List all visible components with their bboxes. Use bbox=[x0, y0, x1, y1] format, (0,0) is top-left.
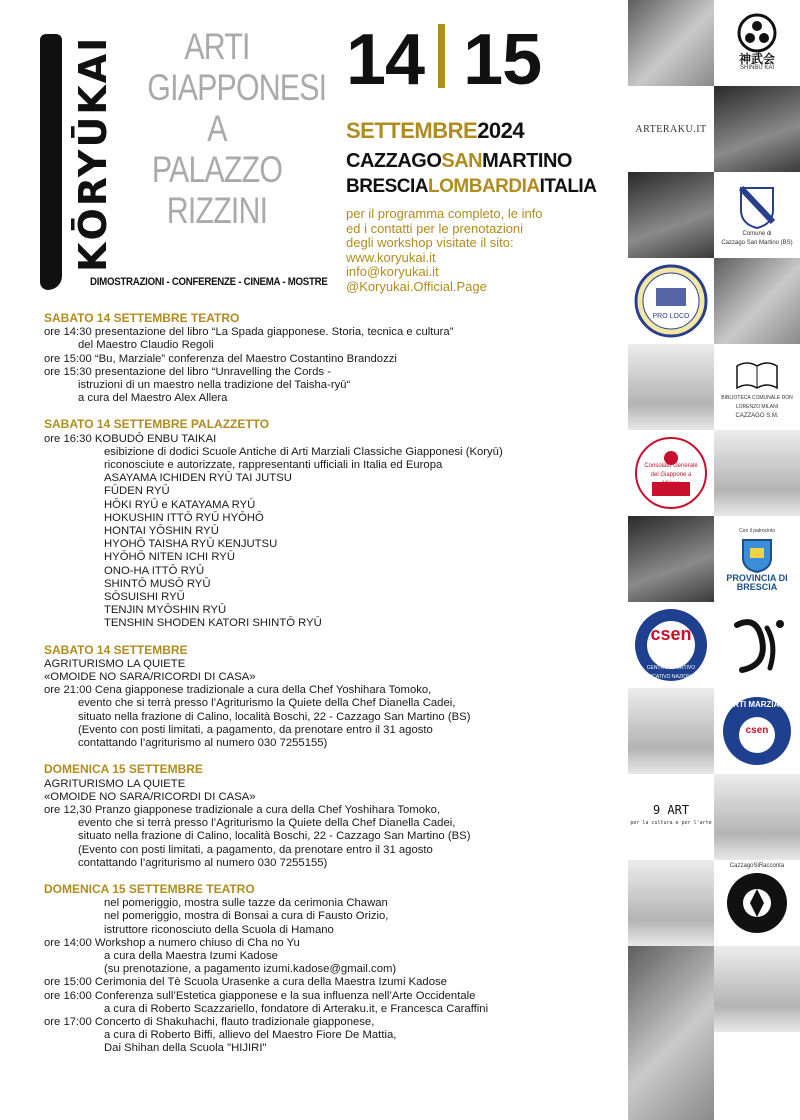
katana-photo bbox=[714, 774, 800, 860]
program-line: esibizione di dodici Scuole Antiche di Arti Marziali Classiche Giapponesi (Koryū) bbox=[104, 445, 503, 458]
program-line: ore 16:30 KOBUDŌ ENBU TAIKAI bbox=[44, 432, 217, 445]
csen-logo bbox=[628, 602, 714, 688]
comune-label: Comune di bbox=[742, 231, 772, 237]
arteraku-text: ARTERAKU.IT bbox=[635, 123, 707, 135]
program-line: ONO-HA ITTŌ RYŪ bbox=[104, 564, 205, 577]
info-line: per il programma completo, le info bbox=[346, 206, 543, 221]
section-title: SABATO 14 SETTEMBRE bbox=[44, 642, 188, 657]
program-section bbox=[44, 763, 619, 870]
biblioteca-logo bbox=[714, 344, 800, 430]
photo-tile bbox=[628, 516, 714, 602]
provincia-crest-icon bbox=[740, 536, 774, 574]
location-line-2 bbox=[346, 176, 596, 198]
program-line: HYOHŌ TAISHA RYŪ KENJUTSU bbox=[104, 538, 278, 551]
location-part: LOMBARDIA bbox=[428, 176, 540, 197]
consolato-logo bbox=[628, 430, 714, 516]
csen-text: csen bbox=[650, 624, 692, 644]
event-dates bbox=[346, 20, 541, 100]
shinbukai-en: SHINBU KAI bbox=[739, 65, 774, 71]
comune-logo bbox=[714, 172, 800, 258]
program-line: contattando l’agriturismo al numero 030 7255155) bbox=[78, 856, 328, 869]
website-link[interactable]: www.koryukai.it bbox=[346, 249, 436, 265]
bonsai-photo bbox=[714, 430, 800, 516]
program-line: ore 17:00 Concerto di Shakuhachi, flauto tradizionale giapponese, bbox=[44, 1015, 375, 1028]
nine-art-text: 9 ART bbox=[652, 803, 690, 817]
cazzago-racconta-logo bbox=[714, 860, 800, 946]
program-line: del Maestro Claudio Regoli bbox=[78, 339, 214, 352]
program-line: (su prenotazione, a pagamento izumi.kadose@gmail.com) bbox=[104, 963, 397, 976]
program-line: «OMOIDE NO SARA/RICORDI DI CASA» bbox=[44, 790, 256, 803]
program-line: ore 15:00 “Bu, Marziale” conferenza del Maestro Costantino Brandozzi bbox=[44, 352, 397, 365]
program-line: AGRITURISMO LA QUIETE bbox=[44, 657, 186, 670]
section-title: SABATO 14 SETTEMBRE TEATRO bbox=[44, 311, 240, 325]
date-start: 14 bbox=[346, 20, 425, 100]
location-part: ITALIA bbox=[539, 176, 597, 197]
photo-tile bbox=[628, 172, 714, 258]
biblioteca-city: CAZZAGO S.M. bbox=[735, 412, 779, 419]
program-line: FŪDEN RYŪ bbox=[104, 485, 170, 498]
section-title: DOMENICA 15 SETTEMBRE bbox=[44, 762, 203, 777]
biblioteca-text: BIBLIOTECA COMUNALE DON LORENZO MILANI bbox=[721, 394, 793, 410]
comune-name: Cazzago San Martino (BS) bbox=[721, 240, 793, 246]
section-title: SABATO 14 SETTEMBRE PALAZZETTO bbox=[44, 417, 270, 432]
csen-small-text: csen bbox=[745, 725, 769, 736]
date-divider bbox=[438, 24, 445, 88]
program-section bbox=[44, 883, 619, 1056]
location-part: SAN bbox=[441, 150, 483, 172]
program-line: ore 12,30 Pranzo giapponese tradizionale a cura della Chef Yoshihara Tomoko, bbox=[44, 803, 441, 816]
open-book-icon bbox=[732, 354, 782, 394]
program-line: SHINTŌ MUSŌ RYŪ bbox=[104, 577, 211, 590]
shinbukai-logo bbox=[714, 0, 800, 86]
info-block bbox=[346, 207, 543, 294]
program-line: SŌSUISHI RYŪ bbox=[104, 591, 185, 604]
program-line: istruzioni di un maestro nella tradizione del Taisha-ryū“ bbox=[78, 379, 351, 392]
shinbukai-jp: 神武会 bbox=[738, 52, 775, 66]
title-line: A PALAZZO bbox=[151, 108, 283, 190]
program-line: nel pomeriggio, mostra sulle tazze da cerimonia Chawan bbox=[104, 897, 388, 910]
program-line: (Evento con posti limitati, a pagamento, da prenotare entro il 31 agosto bbox=[78, 723, 433, 736]
arti-marziali-text: ARTI MARZIALI bbox=[727, 700, 787, 709]
photo-tile bbox=[714, 258, 800, 344]
arteraku-logo bbox=[628, 86, 714, 172]
nine-art-logo bbox=[628, 774, 714, 860]
program-line: ore 15:00 Cerimonia del Tè Scuola Urasenke a cura della Maestra Izumi Kadose bbox=[44, 976, 447, 989]
program-line: AGRITURISMO LA QUIETE bbox=[44, 777, 186, 790]
program-line: (Evento con posti limitati, a pagamento, da prenotare entro il 31 agosto bbox=[78, 843, 433, 856]
program-line: a cura di Roberto Scazzariello, fondatore di Arteraku.it, e Francesca Caraffini bbox=[104, 1002, 489, 1015]
proloco-text: PRO LOCO bbox=[652, 313, 690, 320]
program-line: «OMOIDE NO SARA/RICORDI DI CASA» bbox=[44, 671, 256, 684]
mon-crest-icon bbox=[737, 13, 777, 53]
program-line: istruttore riconosciuto della Scuola di Hamano bbox=[104, 923, 334, 936]
section-title: DOMENICA 15 SETTEMBRE TEATRO bbox=[44, 881, 255, 896]
program-line: evento che si terrà presso l’Agriturismo la Quiete della Chef Dianella Cadei, bbox=[78, 817, 456, 830]
calligraphy-tile bbox=[714, 602, 800, 688]
csen-ring-text: CENTRO SPORTIVO EDUCATIVO NAZIONALE bbox=[641, 665, 701, 680]
title-line: GIAPPONESI bbox=[147, 67, 327, 108]
nine-art-sub: per la cultura e per l'arte bbox=[630, 820, 712, 826]
program-line: ore 14:00 Workshop a numero chiuso di Cha no Yu bbox=[44, 936, 300, 949]
program-line: nel pomeriggio, mostra di Bonsai a cura di Fausto Orizio, bbox=[104, 910, 389, 923]
year: 2024 bbox=[477, 118, 525, 143]
location-line-1 bbox=[346, 150, 572, 173]
coat-of-arms-icon bbox=[737, 182, 777, 230]
title-line: RIZZINI bbox=[166, 190, 268, 231]
program-line: Dai Shihan della Scuola "HIJIRI" bbox=[104, 1042, 267, 1055]
photo-tile bbox=[628, 0, 714, 86]
event-subtitle: DIMOSTRAZIONI - CONFERENZE - CINEMA - MOSTRE bbox=[90, 276, 328, 288]
info-line: degli workshop visitate il sito: bbox=[346, 235, 514, 250]
arti-marziali-logo bbox=[714, 688, 800, 774]
proloco-logo bbox=[628, 258, 714, 344]
patrocinio-text: Con il patrocinio bbox=[739, 527, 775, 534]
provincia-logo bbox=[714, 516, 800, 602]
program-line: situato nella frazione di Calino, località Boschi, 22 - Cazzago San Martino (BS) bbox=[78, 710, 471, 723]
program-line: ore 15:30 presentazione del libro “Unravelling the Cords - bbox=[44, 365, 331, 378]
month: SETTEMBRE bbox=[346, 118, 478, 143]
location-part: MARTINO bbox=[482, 150, 572, 172]
dog-photo bbox=[714, 946, 800, 1032]
photo-tile bbox=[628, 946, 714, 1120]
program-line: a cura del Maestro Alex Allera bbox=[78, 392, 228, 405]
month-year bbox=[346, 118, 524, 144]
program-line: TENJIN MYŌSHIN RYŪ bbox=[104, 604, 227, 617]
proloco-badge-icon bbox=[634, 264, 708, 338]
program-line: HONTAI YŌSHIN RYŪ bbox=[104, 525, 219, 538]
photo-tile bbox=[628, 860, 714, 946]
calligraphy-icon bbox=[722, 610, 792, 680]
program-line: ore 16:00 Conferenza sull’Estetica giapponese e la sua influenza nell’Arte Occidentale bbox=[44, 989, 476, 1002]
program-line: ore 21:00 Cena giapponese tradizionale a cura della Chef Yoshihara Tomoko, bbox=[44, 684, 432, 697]
program-line: contattando l’agriturismo al numero 030 7255155) bbox=[78, 737, 328, 750]
event-title bbox=[132, 26, 327, 231]
location-part: CAZZAGO bbox=[346, 150, 442, 172]
date-end: 15 bbox=[463, 20, 542, 100]
brush-stroke bbox=[40, 34, 62, 290]
program-line: HOKUSHIN ITTŌ RYŪ HYŌHŌ bbox=[104, 511, 264, 524]
social-link[interactable]: @Koryukai.Official.Page bbox=[346, 278, 487, 294]
photo-tile bbox=[628, 344, 714, 430]
provincia-text: PROVINCIA DI BRESCIA bbox=[726, 572, 788, 592]
program-section bbox=[44, 312, 619, 405]
program-line: ore 14:30 presentazione del libro “La Spada giapponese. Storia, tecnica e cultura” bbox=[44, 326, 454, 339]
program-line: situato nella frazione di Calino, località Boschi, 22 - Cazzago San Martino (BS) bbox=[78, 830, 471, 843]
brand-logo: KŌRYŪKAI bbox=[71, 35, 115, 273]
program-line: a cura della Maestra Izumi Kadose bbox=[104, 949, 278, 962]
program-line: HŌKI RYŪ e KATAYAMA RYŪ bbox=[104, 498, 256, 511]
location-part: BRESCIA bbox=[346, 176, 429, 197]
program-line: evento che si terrà presso l’Agriturismo la Quiete della Chef Dianella Cadei, bbox=[78, 697, 456, 710]
info-line: ed i contatti per le prenotazioni bbox=[346, 220, 524, 236]
consolato-text: Consolato Generale del Giappone a Milano bbox=[644, 463, 698, 487]
program-line: a cura di Roberto Biffi, allievo del Maestro Fiore De Mattia, bbox=[104, 1029, 397, 1042]
photo-tile bbox=[628, 688, 714, 774]
program-line: TENSHIN SHODEN KATORI SHINTŌ RYŪ bbox=[104, 617, 322, 630]
program-list bbox=[44, 312, 619, 1069]
program-line: riconosciute e autorizzate, rappresentanti ufficiali in Italia ed Europa bbox=[104, 459, 443, 472]
program-section bbox=[44, 418, 619, 630]
camera-shutter-icon bbox=[724, 870, 790, 936]
email-link[interactable]: info@koryukai.it bbox=[346, 264, 439, 279]
chawan-photo bbox=[714, 86, 800, 172]
program-line: ASAYAMA ICHIDEN RYŪ TAI JUTSU bbox=[104, 472, 292, 485]
title-line: ARTI bbox=[184, 26, 250, 67]
cazzago-racconta-text: CazzagoSiRacconta bbox=[729, 863, 785, 869]
program-line: HYŌHŌ NITEN ICHI RYŪ bbox=[104, 551, 235, 564]
program-section bbox=[44, 644, 619, 751]
